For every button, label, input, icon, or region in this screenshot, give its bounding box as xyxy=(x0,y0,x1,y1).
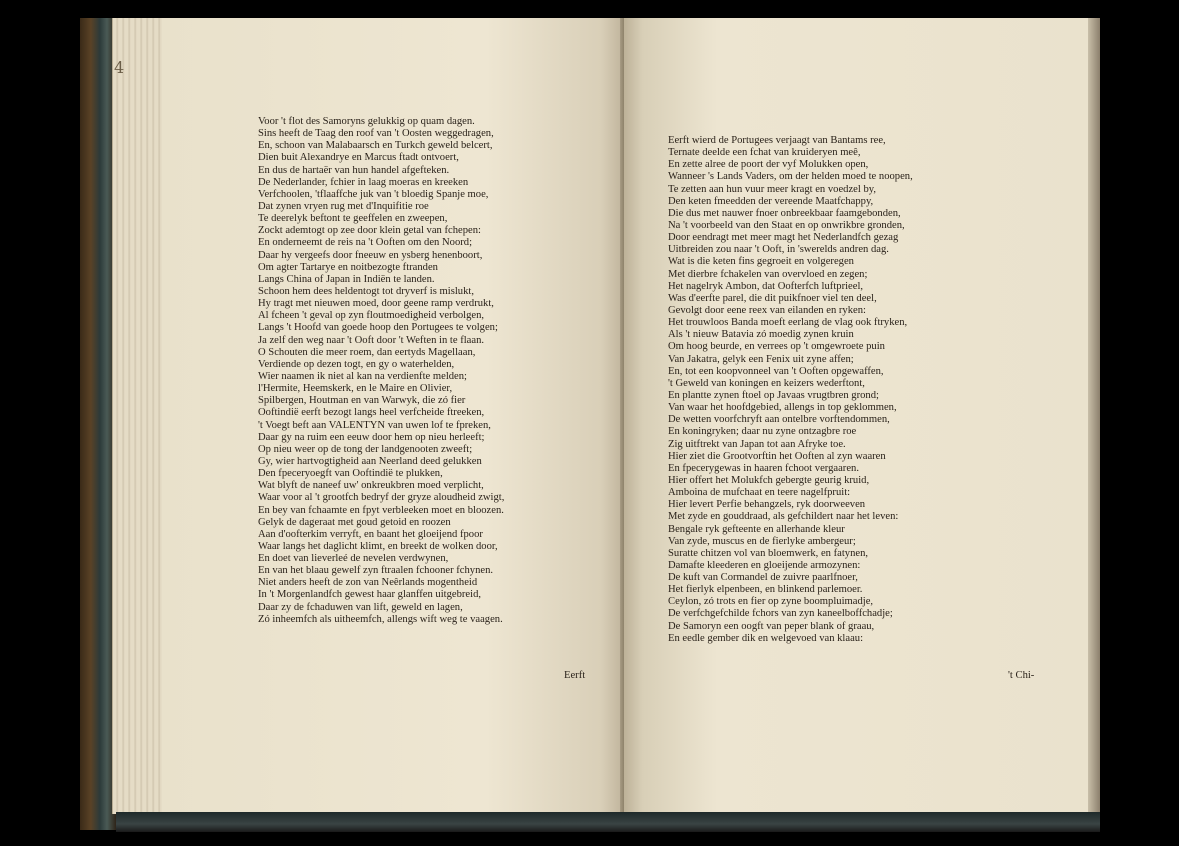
text-line: En bey van fchaamte en fpyt verbleeken moet en bloozen. xyxy=(258,504,504,516)
text-line: l'Hermite, Heemskerk, en le Maire en Olivier, xyxy=(258,383,453,395)
text-line: Den fpeceryoegft van Ooftindië te plukken, xyxy=(258,468,443,480)
text-line: Wat blyft de naneef uw' onkreukbren moed verplicht, xyxy=(258,480,484,492)
text-line: Van waar het hoofdgebied, allengs in top geklommen, xyxy=(668,402,897,414)
text-line: Als 't nieuw Batavia zó moedig zynen kruin xyxy=(668,329,854,341)
text-line: Dien buit Alexandrye en Marcus ftadt ontvoert, xyxy=(258,152,459,164)
text-line: Voor 't flot des Samoryns gelukkig op quam dagen. xyxy=(258,116,475,127)
text-line: Daar hy vergeefs door fneeuw en ysberg henenboort, xyxy=(258,249,483,261)
text-line: En plantte zynen ftoel op Javaas vrugtbren grond; xyxy=(668,389,879,401)
page-edges-left xyxy=(112,18,165,814)
text-line: Het fierlyk elpenbeen, en blinkend parlemoer. xyxy=(668,584,863,596)
text-line: Verdiende op dezen togt, en gy o waterhelden, xyxy=(258,358,455,370)
left-page xyxy=(162,18,624,818)
text-line: 't Voegt beft aan VALENTYN van uwen lof te fpreken, xyxy=(258,419,491,431)
text-line: De wetten voorfchryft aan ontelbre vorftendommen, xyxy=(668,414,890,426)
text-line: Eerft wierd de Portugees verjaagt van Bantams ree, xyxy=(668,135,886,146)
text-line: Al fcheen 't geval op zyn floutmoedigheid verbolgen, xyxy=(258,310,485,322)
text-line: Amboina de mufchaat en teere nagelfpruit: xyxy=(668,487,851,499)
text-line: Het trouwloos Banda moeft eerlang de vlag ook ftryken, xyxy=(668,317,908,329)
text-line: En zette alree de poort der vyf Molukken open, xyxy=(668,159,869,171)
text-line: De kuft van Cormandel de zuivre paarlfnoer, xyxy=(668,572,858,584)
text-line: Zó inheemfch als uitheemfch, allengs wift weg te vaagen. xyxy=(258,613,503,625)
text-line: Langs China of Japan in Indiën te landen. xyxy=(258,273,435,285)
text-line: Damafte kleederen en gloeijende armozynen: xyxy=(668,559,861,571)
text-line: En, tot een koopvonneel van 't Ooften opgewaffen, xyxy=(668,365,884,377)
text-line: Daar gy na ruim een eeuw door hem op nieu herleeft; xyxy=(258,431,485,443)
text-line: Van zyde, muscus en de fierlyke ambergeur; xyxy=(668,535,856,547)
text-line: Met zyde en gouddraad, als gefchildert naar het leven: xyxy=(668,511,899,523)
text-line: Op nieu weer op de tong der landgenooten zweeft; xyxy=(258,443,473,455)
text-line: Uitbreiden zou naar 't Ooft, in 'swerelds andren dag. xyxy=(668,244,889,256)
text-line: En van het blaau gewelf zyn ftraalen fchooner fchynen. xyxy=(258,565,494,577)
right-page-text xyxy=(668,135,913,645)
text-line: Om agter Tartarye en noitbezogte ftranden xyxy=(258,261,438,273)
text-line: Wat is die keten fins gegroeit en volgeregen xyxy=(668,256,854,268)
text-line: Langs 't Hoofd van goede hoop den Portugees te volgen; xyxy=(258,322,498,334)
text-line: Schoon hem dees heldentogt tot dryverf is mislukt, xyxy=(258,285,474,297)
text-line: Gy, wier hartvogtigheid aan Neerland deed gelukken xyxy=(258,455,482,467)
text-line: Hier offert het Molukfch gebergte geurig kruid, xyxy=(668,474,870,486)
text-line: Door eendragt met meer magt het Nederlandfch gezag xyxy=(668,232,899,244)
corner-page-mark: 4 xyxy=(114,58,125,77)
text-line: Hy tragt met nieuwen moed, door geene ramp verdrukt, xyxy=(258,298,494,310)
text-line: Het nagelryk Ambon, dat Oofterfch luftprieel, xyxy=(668,280,864,292)
text-line: Ternate deelde een fchat van kruideryen meê, xyxy=(668,147,861,159)
text-line: Den keten fmeedden der vereende Maatfchappy, xyxy=(668,195,874,207)
text-line: Sins heeft de Taag den roof van 't Oosten weggedragen, xyxy=(258,128,494,140)
text-line: 't Geweld van koningen en keizers wederftont, xyxy=(668,377,865,389)
text-line: En fpecerygewas in haaren fchoot vergaaren. xyxy=(668,462,859,474)
text-line: Daar zy de fchaduwen van lift, geweld en lagen, xyxy=(258,601,463,613)
text-line: Suratte chitzen vol van bloemwerk, en fatynen, xyxy=(668,547,869,559)
text-line: Dat zynen vryen rug met d'Inquifitie roe xyxy=(258,200,429,212)
text-line: Wanneer 's Lands Vaders, om der helden moed te noopen, xyxy=(668,171,913,183)
left-page-text xyxy=(258,116,504,626)
text-line: Hier ziet die Grootvorftin het Ooften al zyn waaren xyxy=(668,450,886,462)
text-line: Van Jakatra, gelyk een Fenix uit zyne affen; xyxy=(668,353,854,365)
text-line: En dus de hartaër van hun handel afgefteken. xyxy=(258,164,450,176)
text-line: Ceylon, zó trots en fier op zyne boompluimadje, xyxy=(668,596,874,608)
left-catchword: Eerft xyxy=(564,670,586,681)
text-line: Verfchoolen, 'tflaaffche juk van 't bloedig Spanje moe, xyxy=(258,188,489,200)
text-line: Gelyk de dageraat met goud getoid en roozen xyxy=(258,516,451,528)
text-line: Gevolgt door eene reex van eilanden en ryken: xyxy=(668,304,866,316)
text-line: Waar langs het daglicht klimt, en breekt de wolken door, xyxy=(258,540,498,552)
text-line: Spilbergen, Houtman en van Warwyk, die zó fier xyxy=(258,395,466,407)
text-line: Zockt ademtogt op zee door klein getal van fchepen: xyxy=(258,225,481,237)
text-line: Te deerelyk beftont te geeffelen en zweepen, xyxy=(258,213,448,225)
text-line: Waar voor al 't grootfch bedryf der gryze aloudheid zwigt, xyxy=(258,492,505,504)
page-edges-right xyxy=(1088,18,1100,830)
text-line: Met dierbre fchakelen van overvloed en zegen; xyxy=(668,268,868,280)
text-line: Die dus met nauwer fnoer onbreekbaar faamgebonden, xyxy=(668,207,901,219)
text-line: O Schouten die meer roem, dan eertyds Magellaan, xyxy=(258,346,476,358)
text-line: En eedle gember dik en welgevoed van klaau: xyxy=(668,632,864,644)
text-line: Wier naamen ik niet al kan na verdienfte melden; xyxy=(258,370,468,382)
text-line: Was d'eerfte parel, die dit puikfnoer viel ten deel, xyxy=(668,292,877,304)
right-catchword: 't Chi- xyxy=(1008,670,1035,681)
text-line: Hier levert Perfie behangzels, ryk doorweeven xyxy=(668,499,866,511)
text-line: Ja zelf den weg naar 't Ooft door 't Weften in te flaan. xyxy=(258,334,485,346)
text-line: Te zetten aan hun vuur meer kragt en voedzel by, xyxy=(668,183,876,195)
text-line: En, schoon van Malabaarsch en Turkch geweld belcert, xyxy=(258,140,493,152)
text-line: De verfchgefchilde fchors van zyn kaneelboffchadje; xyxy=(668,608,893,620)
text-line: De Samoryn een oogft van peper blank of graau, xyxy=(668,620,875,632)
text-line: In 't Morgenlandfch gewest haar glanffen uitgebreid, xyxy=(258,589,482,601)
text-line: Zig uitftrekt van Japan tot aan Afryke toe. xyxy=(668,438,846,450)
text-line: Ooftindië eerft bezogt langs heel verfcheide ftreeken, xyxy=(258,407,485,419)
text-line: En koningryken; daar nu zyne ontzagbre roe xyxy=(668,426,857,438)
text-line: Niet anders heeft de zon van Neêrlands mogentheid xyxy=(258,577,478,589)
text-line: En doet van lieverleé de nevelen verdwynen, xyxy=(258,553,449,565)
text-line: De Nederlander, fchier in laag moeras en kreeken xyxy=(258,176,469,188)
text-line: En onderneemt de reis na 't Ooften om den Noord; xyxy=(258,237,473,249)
marbled-cover-left xyxy=(80,18,116,830)
text-line: Bengale ryk gefteente en allerhande kleur xyxy=(668,523,845,535)
cover-bottom-edge xyxy=(116,812,1100,832)
right-page xyxy=(624,18,1090,818)
text-line: Na 't voorbeeld van den Staat en op onwrikbre gronden, xyxy=(668,219,905,231)
text-line: Om hoog beurde, en verrees op 't omgewroete puin xyxy=(668,341,885,353)
text-line: Aan d'oofterkim verryft, en baant het gloeijend fpoor xyxy=(258,528,483,540)
